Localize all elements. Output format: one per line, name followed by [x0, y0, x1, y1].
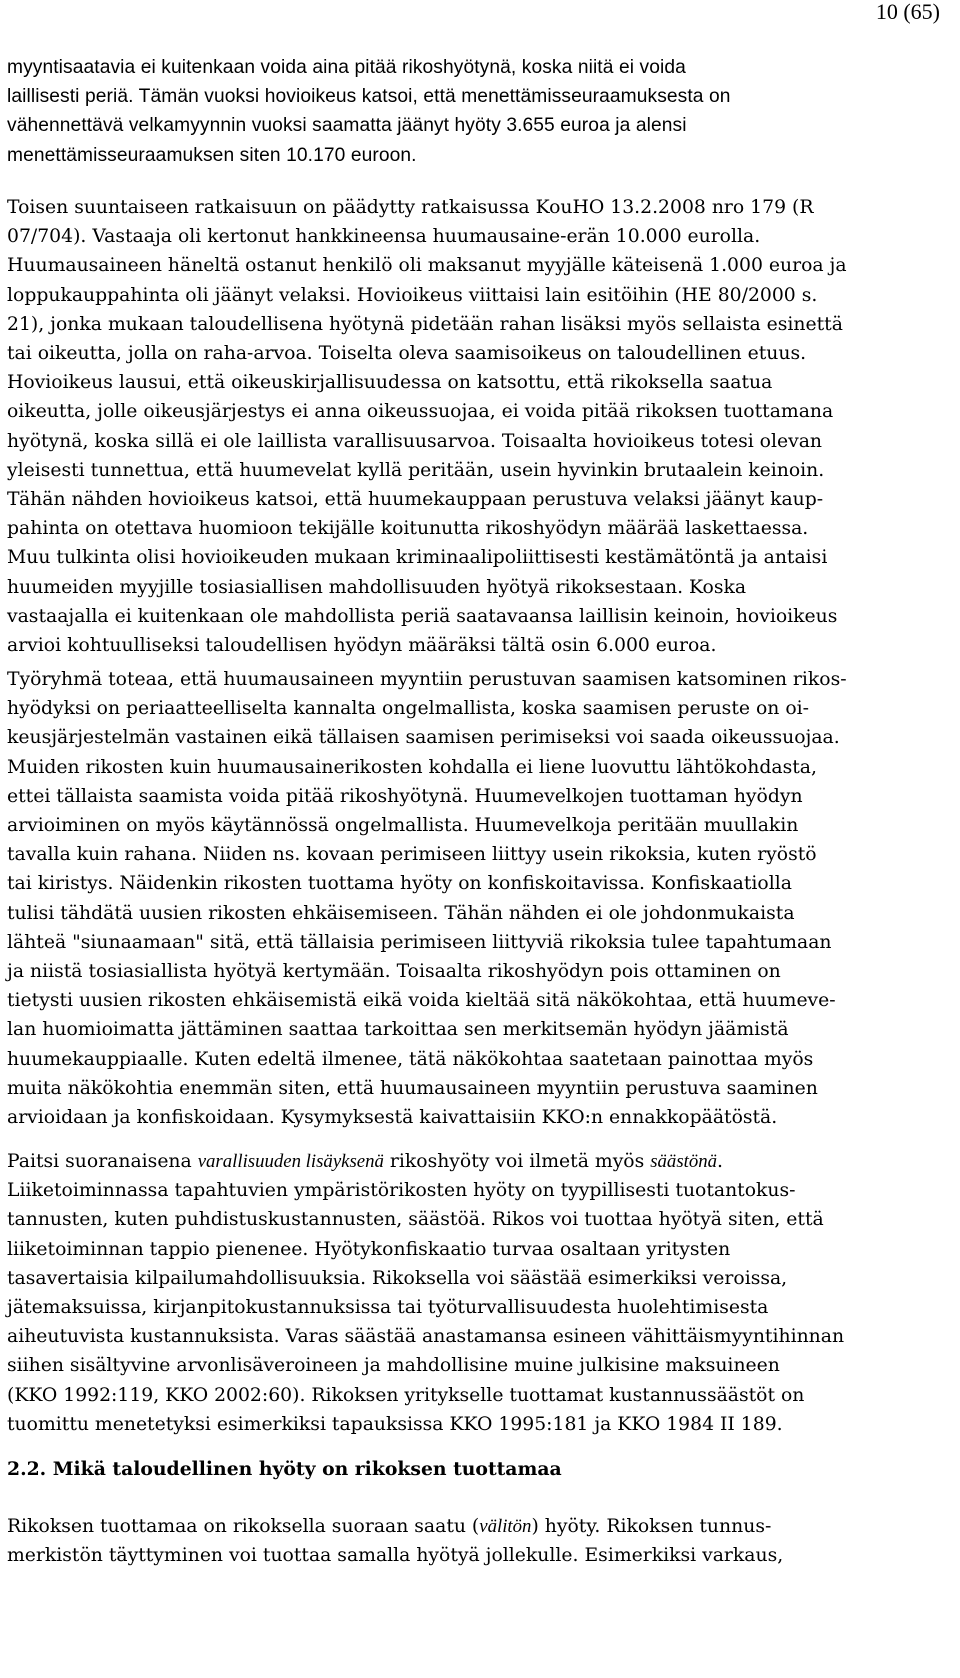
text-line: jätemaksuissa, kirjanpitokustannuksissa tai työturvallisuudesta huolehtimisesta: [7, 1297, 769, 1319]
text-run: .: [717, 1151, 724, 1172]
text-line: tietysti uusien rikosten ehkäisemistä eikä voida kieltää sitä näkökohtaa, että huumeve-: [7, 990, 836, 1012]
text-line: Liiketoiminnassa tapahtuvien ympäristörikosten hyöty on tyypillisesti tuotantokus-: [7, 1180, 796, 1202]
text-line: merkistön täyttyminen voi tuottaa samalla hyötyä jollekulle. Esimerkiksi varkaus,: [7, 1545, 784, 1567]
text-run: rikoshyöty voi ilmetä myös: [383, 1151, 651, 1172]
text-run: ) hyöty. Rikoksen tunnus-: [531, 1516, 772, 1537]
text-line: tasavertaisia kilpailumahdollisuuksia. Rikoksella voi säästää esimerkiksi veroissa,: [7, 1267, 788, 1289]
text-line: vähennettävä velkamyynnin vuoksi saamatta jäänyt hyöty 3.655 euroa ja alensi: [7, 115, 687, 137]
text-line: hyötynä, koska sillä ei ole laillista varallisuusarvoa. Toisaalta hovioikeus totesi olevan: [7, 430, 823, 452]
text-line: loppukauppahinta oli jäänyt velaksi. Hovioikeus viittaisi lain esitöihin (HE 80/2000 s.: [7, 284, 818, 306]
text-line: siihen sisältyvine arvonlisäveroineen ja mahdollisine muine julkisine maksuineen: [7, 1355, 780, 1377]
text-line: pahinta on otettava huomioon tekijälle koitunutta rikoshyödyn määrää laskettaessa.: [7, 518, 809, 540]
text-line: laillisesti periä. Tämän vuoksi hovioikeus katsoi, että menettämisseuraamuksesta on: [7, 86, 731, 108]
text-line: tannusten, kuten puhdistuskustannusten, säästöä. Rikos voi tuottaa hyötyä siten, että: [7, 1209, 824, 1231]
text-line: myyntisaatavia ei kuitenkaan voida aina pitää rikoshyötynä, koska niitä ei voida: [7, 57, 686, 78]
text-line: [7, 1512, 783, 1541]
text-line: liiketoiminnan tappio pienenee. Hyötykonfiskaatio turvaa osaltaan yritysten: [7, 1238, 731, 1260]
text-line: Muu tulkinta olisi hovioikeuden mukaan kriminaalipoliittisesti kestämätöntä ja antaisi: [7, 547, 828, 569]
text-line: 07/704). Vastaaja oli kertonut hankkineensa huumausaine-erän 10.000 eurolla.: [7, 226, 761, 248]
text-line: menettämisseuraamuksen siten 10.170 euroon.: [7, 144, 417, 166]
text-line: tuomittu menetetyksi esimerkiksi tapauksissa KKO 1995:181 ja KKO 1984 II 189.: [7, 1413, 783, 1435]
text-line: vastaajalla ei kuitenkaan ole mahdollista periä saatavaansa laillisin keinoin, hovioikeus: [7, 605, 838, 627]
text-run: Rikoksen tuottamaa on rikoksella suoraan saatu (: [7, 1516, 480, 1537]
text-line: Tähän nähden hovioikeus katsoi, että huumekauppaan perustuva velaksi jäänyt kaup-: [7, 489, 824, 511]
text-line: tai kiristys. Näidenkin rikosten tuottama hyöty on konfiskoitavissa. Konfiskaatiolla: [7, 873, 792, 895]
text-line: huumeiden myyjille tosiasiallisen mahdollisuuden hyötyä rikoksestaan. Koska: [7, 576, 747, 598]
text-line: hyödyksi on periaatteelliselta kannalta ongelmallista, koska saamisen peruste on oi-: [7, 698, 809, 720]
text-line: arvioi kohtuulliseksi taloudellisen hyödyn määräksi tältä osin 6.000 euroa.: [7, 635, 717, 657]
text-line: huumekauppiaalle. Kuten edeltä ilmenee, tätä näkökohtaa saatetaan painottaa myös: [7, 1048, 814, 1070]
paragraph-4: [7, 1147, 844, 1439]
text-line: tavalla kuin rahana. Niiden ns. kovaan perimiseen liittyy usein rikoksia, kuten ryöstö: [7, 844, 817, 866]
text-line: aiheutuvista kustannuksista. Varas säästää anastamansa esineen vähittäismyyntihinnan: [7, 1326, 845, 1348]
text-line: Muiden rikosten kuin huumausainerikosten kohdalla ei liene luovuttu lähtökohdasta,: [7, 756, 817, 778]
page-number: 10 (65): [875, 0, 940, 24]
italic-term: välitön: [479, 1516, 532, 1537]
text-line: oikeutta, jolle oikeusjärjestys ei anna oikeussuojaa, ei voida pitää rikoksen tuottamana: [7, 401, 834, 423]
italic-term: varallisuuden lisäyksenä: [197, 1151, 384, 1172]
section-heading: 2.2. Mikä taloudellinen hyöty on rikoksen tuottamaa: [7, 1458, 562, 1480]
text-line: lähteä "siunaamaan" sitä, että tällaisia perimiseen liittyviä rikoksia tulee tapahtumaan: [7, 931, 832, 953]
text-line: lan huomioimatta jättäminen saattaa tarkoittaa sen merkitsemän hyödyn jäämistä: [7, 1019, 789, 1041]
text-line: tulisi tähdätä uusien rikosten ehkäisemiseen. Tähän nähden ei ole johdonmukaista: [7, 902, 795, 924]
text-run: Paitsi suoranaisena: [7, 1151, 198, 1172]
paragraph-3: [7, 665, 847, 1132]
text-line: 21), jonka mukaan taloudellisena hyötynä pidetään rahan lisäksi myös sellaista esinettä: [7, 313, 843, 335]
text-line: Toisen suuntaiseen ratkaisuun on päädytty ratkaisussa KouHO 13.2.2008 nro 179 (R: [7, 197, 814, 218]
text-line: keusjärjestelmän vastainen eikä tällaisen saamisen perimiseksi voi saada oikeussuojaa.: [7, 727, 840, 749]
italic-term: säästönä: [650, 1151, 718, 1172]
paragraph-2: [7, 193, 847, 660]
paragraph-5: [7, 1512, 783, 1570]
text-line: arvioiminen on myös käytännössä ongelmallista. Huumevelkoja peritään muullakin: [7, 815, 799, 837]
text-line: ja niistä tosiasiallista hyötyä kertymään. Toisaalta rikoshyödyn pois ottaminen on: [7, 961, 781, 983]
text-line: muita näkökohtia enemmän siten, että huumausaineen myyntiin perustuva saaminen: [7, 1077, 818, 1099]
text-line: arvioidaan ja konfiskoidaan. Kysymyksestä kaivattaisiin KKO:n ennakkopäätöstä.: [7, 1107, 778, 1129]
text-line: Huumausaineen häneltä ostanut henkilö oli maksanut myyjälle käteisenä 1.000 euroa ja: [7, 255, 847, 277]
text-line: (KKO 1992:119, KKO 2002:60). Rikoksen yritykselle tuottamat kustannussäästöt on: [7, 1384, 805, 1406]
text-line: tai oikeutta, jolla on raha-arvoa. Toiselta oleva saamisoikeus on taloudellinen etuus.: [7, 343, 807, 365]
text-line: Hovioikeus lausui, että oikeuskirjallisuudessa on katsottu, että rikoksella saatua: [7, 372, 773, 394]
text-line: ettei tällaista saamista voida pitää rikoshyötynä. Huumevelkojen tuottaman hyödyn: [7, 785, 803, 807]
text-line: yleisesti tunnettua, että huumevelat kyllä peritään, usein hyvinkin brutaalein keinoin.: [7, 459, 825, 481]
text-line: Työryhmä toteaa, että huumausaineen myyntiin perustuvan saamisen katsominen rikos-: [7, 669, 847, 690]
paragraph-1: [7, 53, 731, 170]
text-line: [7, 1147, 844, 1176]
